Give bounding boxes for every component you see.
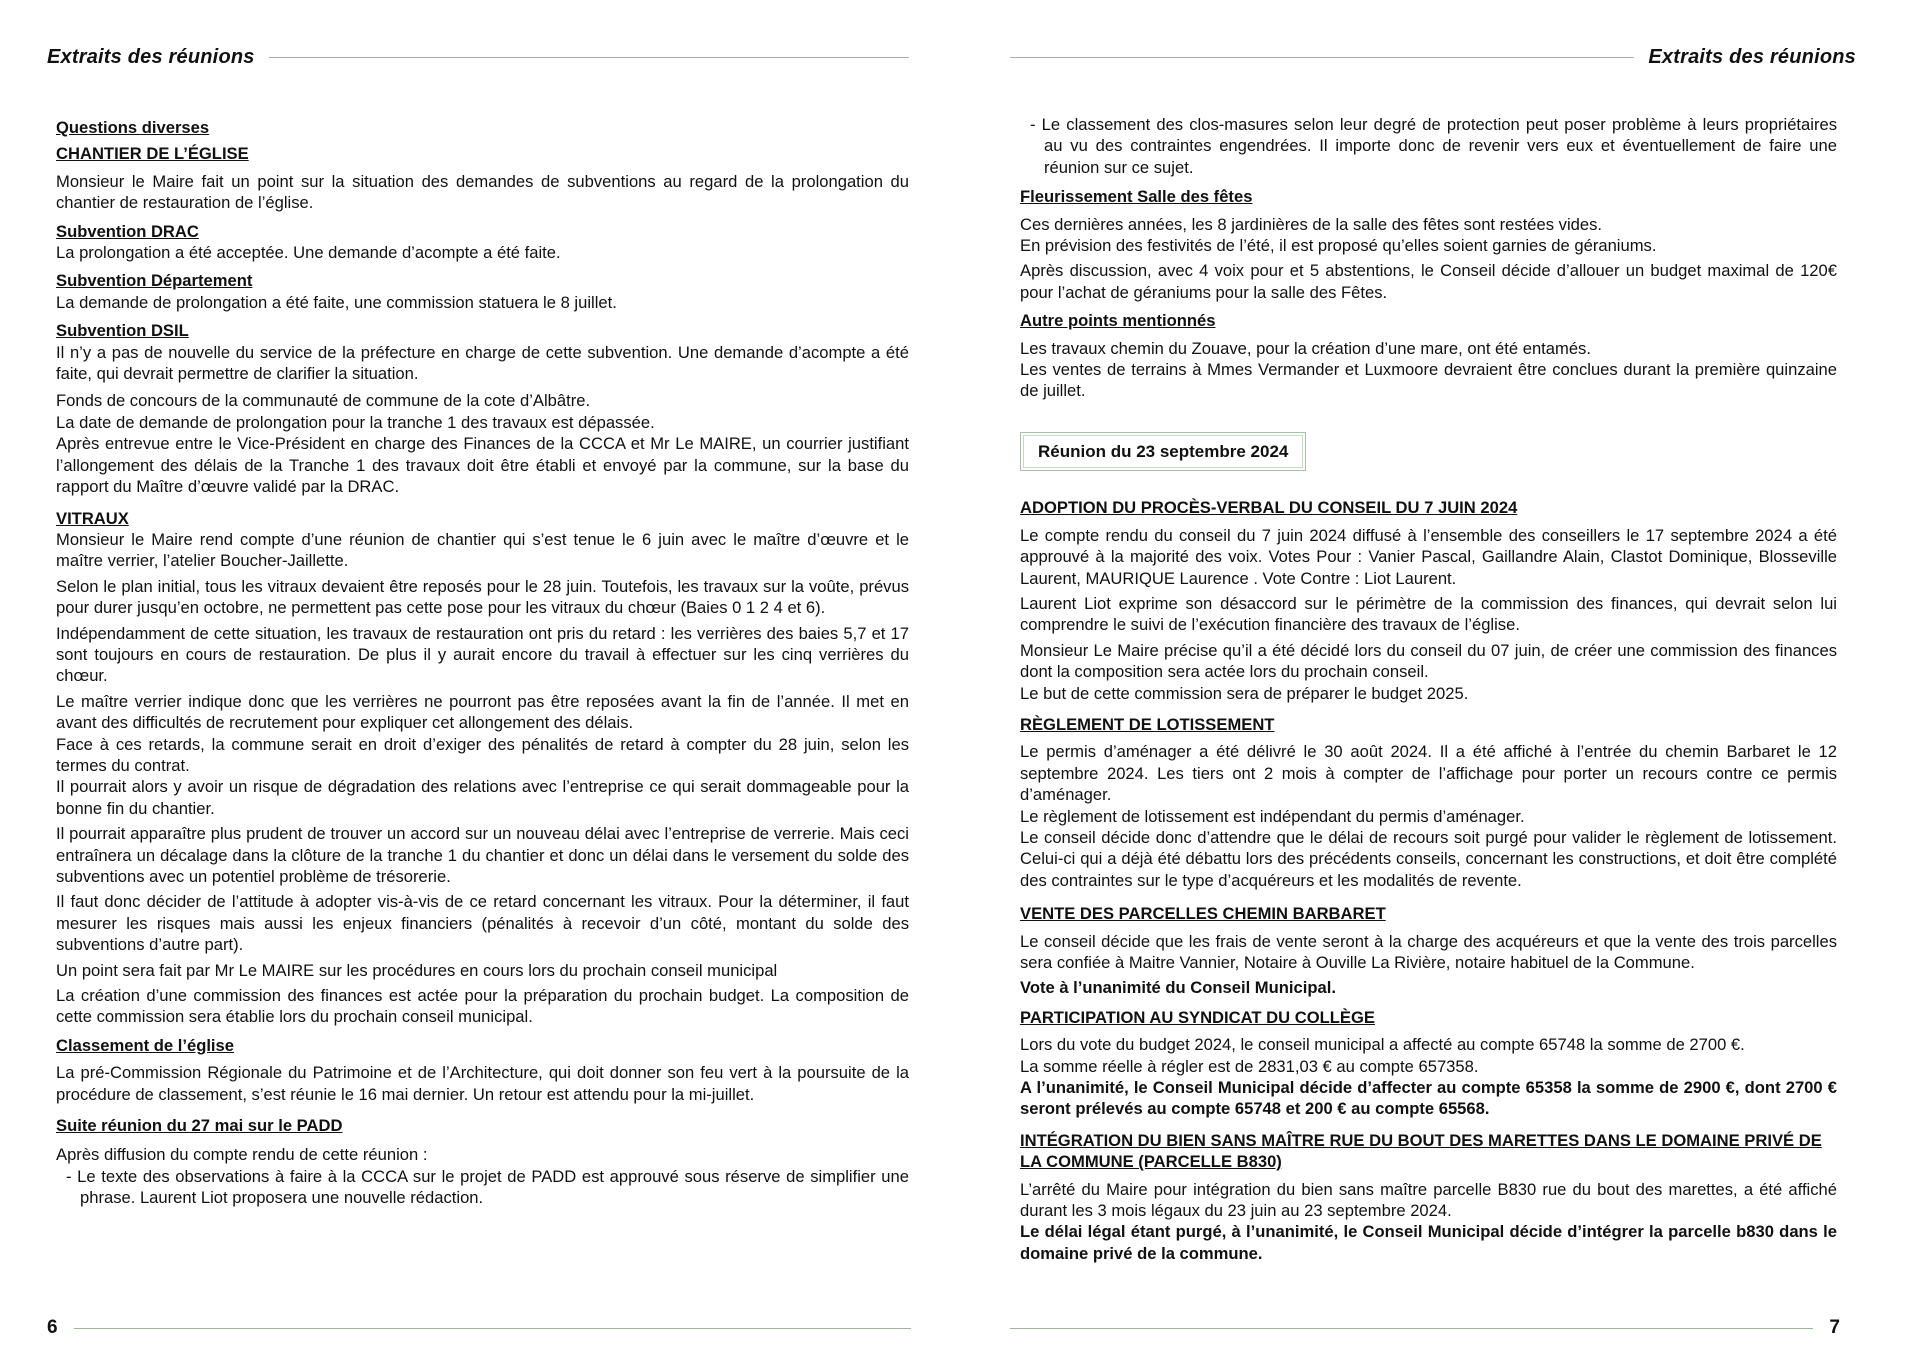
vitraux-4-line-1: Le maître verrier indique donc que les verrières ne pourront pas être reposées avant la fin de l’année. Il met en avant des difficultés de recrutement pour expliquer cet allongement des délais.	[56, 691, 909, 733]
adoption-3-line-2: Le but de cette commission sera de préparer le budget 2025.	[1020, 683, 1469, 703]
paragraph-padd: Après diffusion du compte rendu de cette réunion :	[56, 1145, 428, 1165]
vitraux-4-line-3: Il pourrait alors y avoir un risque de dégradation des relations avec l’entreprise ce qui serait dommageable pour la bonne fin du chantier.	[56, 777, 909, 818]
college-line-1: Lors du vote du budget 2024, le conseil municipal a affecté au compte 65748 la somme de 2700 €.	[1020, 1035, 1745, 1055]
heading-fleurissement: Fleurissement Salle des fêtes	[1020, 187, 1253, 207]
paragraph-fonds	[56, 390, 909, 497]
integration-decision-text: Le délai légal étant purgé, à l’unanimité, le Conseil Municipal décide d’intégrer la parcelle b830 dans le domaine privé de la commune.	[1020, 1222, 1837, 1263]
heading-integration-bien: INTÉGRATION DU BIEN SANS MAÎTRE RUE DU BOUT DES MARETTES DANS LE DOMAINE PRIVÉ DE LA COMMUNE (PARCELLE B830)	[1020, 1130, 1822, 1172]
right-header-rule	[1010, 57, 1634, 58]
left-page-content	[56, 117, 909, 1209]
heading-syndicat-college: PARTICIPATION AU SYNDICAT DU COLLÈGE	[1020, 1007, 1375, 1027]
fleurissement-line-1: Ces dernières années, les 8 jardinières de la salle des fêtes sont restées vides.	[1020, 214, 1603, 234]
left-page-footer	[47, 1315, 927, 1341]
paragraph-vitraux-1: Monsieur le Maire rend compte d’une réunion de chantier qui s’est tenue le 6 juin avec le maître d’œuvre et le maître verrier, l’atelier Boucher-Jaillette.	[56, 529, 909, 571]
fonds-line-2: La date de demande de prolongation pour la tranche 1 des travaux est dépassée.	[56, 412, 655, 432]
paragraph-dsil: Il n’y a pas de nouvelle du service de la préfecture en charge de cette subvention. Une demande d’acompte a été faite, qui devrait permettre de clarifier la situation.	[56, 342, 909, 384]
paragraph-vitraux-3: Indépendamment de cette situation, les travaux de restauration ont pris du retard : les verrières des baies 5,7 et 17 sont toujours en cours de restauration. De plus il y aurait encore du travail à effectuer sur les cinq verrières du chœur.	[56, 623, 909, 686]
heading-vitraux: VITRAUX	[56, 508, 129, 528]
heading-adoption-pv: ADOPTION DU PROCÈS-VERBAL DU CONSEIL DU 7 JUIN 2024	[1020, 498, 1518, 518]
college-decision-text: A l’unanimité, le Conseil Municipal décide d’affecter au compte 65358 la somme de 2900 €, dont 2700 € seront prélevés au compte 65748 et 200 € au compte 65568.	[1020, 1078, 1837, 1119]
heading-subvention-departement: Subvention Département	[56, 271, 253, 291]
clos-masures-list-item: - Le classement des clos-masures selon leur degré de protection peut poser problème à leurs propriétaires au vu des contraintes engendrées. Il importe donc de revenir vers eux et éventuellement de faire une réunion sur ce sujet.	[1030, 115, 1837, 177]
right-header-title: Extraits des réunions	[1648, 45, 1856, 68]
heading-subvention-dsil: Subvention DSIL	[56, 321, 189, 341]
heading-classement-eglise: Classement de l’église	[56, 1035, 235, 1055]
paragraph-classement: La pré-Commission Régionale du Patrimoine et de l’Architecture, qui doit donner son feu vert à la poursuite de la procédure de classement, s’est réunie le 16 mai dernier. Un retour est attendu pour la mi-juillet.	[56, 1063, 909, 1104]
right-page-header	[1010, 43, 1856, 71]
left-page-number: 6	[47, 1317, 58, 1338]
autres-line-1: Les travaux chemin du Zouave, pour la création d’une mare, ont été entamés.	[1020, 338, 1591, 358]
autres-line-2: Les ventes de terrains à Mmes Vermander et Luxmoore devraient être conclues durant la première quinzaine de juillet.	[1020, 360, 1837, 401]
paragraph-vitraux-2: Selon le plan initial, tous les vitraux devaient être reposés pour le 28 juin. Toutefois, les travaux sur la voûte, prévus pour durer jusqu’en octobre, ne permettent pas cette pose pour les vitraux du chœur (Baies 0 1 2 4 et 6).	[56, 576, 909, 618]
paragraph-integration: L’arrêté du Maire pour intégration du bien sans maître parcelle B830 rue du bout des marettes, a été affiché durant les 3 mois légaux du 23 juin au 23 septembre 2024.	[1020, 1179, 1837, 1221]
paragraph-departement: La demande de prolongation a été faite, une commission statuera le 8 juillet.	[56, 292, 617, 312]
paragraph-reglement	[1020, 741, 1837, 891]
fonds-line-1: Fonds de concours de la communauté de commune de la cote d’Albâtre.	[56, 391, 591, 411]
padd-list-item: - Le texte des observations à faire à la CCCA sur le projet de PADD est approuvé sous réserve de simplifier une phrase. Laurent Liot proposera une nouvelle rédaction.	[66, 1166, 909, 1208]
paragraph-adoption-2: Laurent Liot exprime son désaccord sur le périmètre de la commission des finances, qui devrait selon lui comprendre le suivi de l’exécution financière des travaux de l’église.	[1020, 593, 1837, 635]
right-page	[960, 0, 1920, 1357]
reglement-line-2: Le règlement de lotissement est indépendant du permis d’aménager.	[1020, 806, 1525, 826]
paragraph-vitraux-6: Il faut donc décider de l’attitude à adopter vis-à-vis de ce retard concernant les vitraux. Pour la déterminer, il faut mesurer les risques mais aussi les enjeux financiers (pénalités à recevoir d’un côté, montant du solde des subventions d’autre part).	[56, 892, 909, 955]
paragraph-drac: La prolongation a été acceptée. Une demande d’acompte a été faite.	[56, 243, 561, 263]
left-header-title: Extraits des réunions	[47, 45, 255, 68]
vitraux-4-line-2: Face à ces retards, la commune serait en droit d’exiger des pénalités de retard à compter du 28 juin, selon les termes du contrat.	[56, 734, 909, 775]
paragraph-vitraux-5: Il pourrait apparaître plus prudent de trouver un accord sur un nouveau délai avec l’entreprise de verrerie. Mais ceci entraînera un décalage dans la clôture de la tranche 1 du chantier et donc un délai dans le versement du solde des subventions avec un potentiel problème de trésorerie.	[56, 824, 909, 886]
adoption-3-line-1: Monsieur Le Maire précise qu’il a été décidé lors du conseil du 07 juin, de créer une commission des finances dont la composition sera actée lors du prochain conseil.	[1020, 640, 1837, 682]
meeting-date-box	[1020, 432, 1306, 471]
vente-vote-text: Vote à l’unanimité du Conseil Municipal.	[1020, 978, 1336, 998]
paragraph-adoption-3	[1020, 640, 1837, 704]
heading-padd: Suite réunion du 27 mai sur le PADD	[56, 1116, 343, 1136]
right-footer-rule	[1010, 1328, 1813, 1329]
heading-subvention-drac: Subvention DRAC	[56, 221, 199, 241]
paragraph-chantier: Monsieur le Maire fait un point sur la situation des demandes de subventions au regard de la prolongation du chantier de restauration de l’église.	[56, 171, 909, 213]
paragraph-fleurissement-2: Après discussion, avec 4 voix pour et 5 abstentions, le Conseil décide d’allouer un budget maximal de 120€ pour l’achat de géraniums pour la salle des Fêtes.	[1020, 261, 1837, 302]
heading-vente-parcelles: VENTE DES PARCELLES CHEMIN BARBARET	[1020, 904, 1386, 924]
paragraph-vitraux-8: La création d’une commission des finances est actée pour la préparation du prochain budget. La composition de cette commission sera établie lors du prochain conseil municipal.	[56, 986, 909, 1027]
left-page-header	[47, 43, 923, 71]
heading-chantier-eglise: CHANTIER DE L’ÉGLISE	[56, 144, 249, 164]
meeting-date-label: Réunion du 23 septembre 2024	[1023, 435, 1303, 468]
paragraph-vente: Le conseil décide que les frais de vente seront à la charge des acquéreurs et que la vente des trois parcelles sera confiée à Maitre Vannier, Notaire à Ouville La Rivière, notaire habituel de la Commune.	[1020, 931, 1837, 972]
heading-autres-points: Autre points mentionnés	[1020, 311, 1216, 331]
reglement-line-3: Le conseil décide donc d’attendre que le délai de recours soit purgé pour valider le règlement de lotissement. Celui-ci qui a déjà été débattu lors des précédents conseils, concernant les constructions, et doit être complété des contraintes sur le type d’acquéreurs et les modalités de revente.	[1020, 827, 1837, 890]
reglement-line-1: Le permis d’aménager a été délivré le 30 août 2024. Il a été affiché à l’entrée du chemin Barbaret le 12 septembre 2024. Les tiers ont 2 mois à compter de l’affichage pour porter un recours contre ce permis d’aménager.	[1020, 742, 1837, 805]
right-page-content	[1020, 114, 1837, 1264]
left-header-rule	[269, 57, 909, 58]
paragraph-fleurissement-1	[1020, 214, 1837, 257]
paragraph-college	[1020, 1034, 1837, 1120]
left-footer-rule	[74, 1328, 911, 1329]
college-line-2: La somme réelle à régler est de 2831,03 € au compte 657358.	[1020, 1056, 1479, 1076]
fleurissement-line-2: En prévision des festivités de l’été, il est proposé qu’elles soient garnies de géraniums.	[1020, 236, 1657, 256]
heading-reglement-lotissement: RÈGLEMENT DE LOTISSEMENT	[1020, 714, 1275, 734]
meeting-box-wrap	[1020, 432, 1837, 471]
paragraph-vitraux-4	[56, 691, 909, 819]
paragraph-adoption-1: Le compte rendu du conseil du 7 juin 2024 diffusé à l’ensemble des conseillers le 17 septembre 2024 a été approuvé à la majorité des voix. Votes Pour : Vanier Pascal, Gaillandre Alain, Clastot Dominique, Blosseville Laurent, MAURIQUE Laurence . Vote Contre : Liot Laurent.	[1020, 525, 1837, 588]
heading-questions-diverses: Questions diverses	[56, 118, 210, 137]
paragraph-vitraux-7: Un point sera fait par Mr Le MAIRE sur les procédures en cours lors du prochain conseil municipal	[56, 960, 778, 980]
paragraph-autres-points	[1020, 338, 1837, 402]
right-page-number: 7	[1829, 1317, 1840, 1338]
fonds-line-3: Après entrevue entre le Vice-Président en charge des Finances de la CCCA et Mr Le MAIRE, un courrier justifiant l’allongement des délais de la Tranche 1 des travaux doit être établi et envoyé par la commune, sur la base du rapport du Maître d’œuvre validé par la DRAC.	[56, 434, 909, 497]
right-page-footer	[1010, 1315, 1840, 1341]
